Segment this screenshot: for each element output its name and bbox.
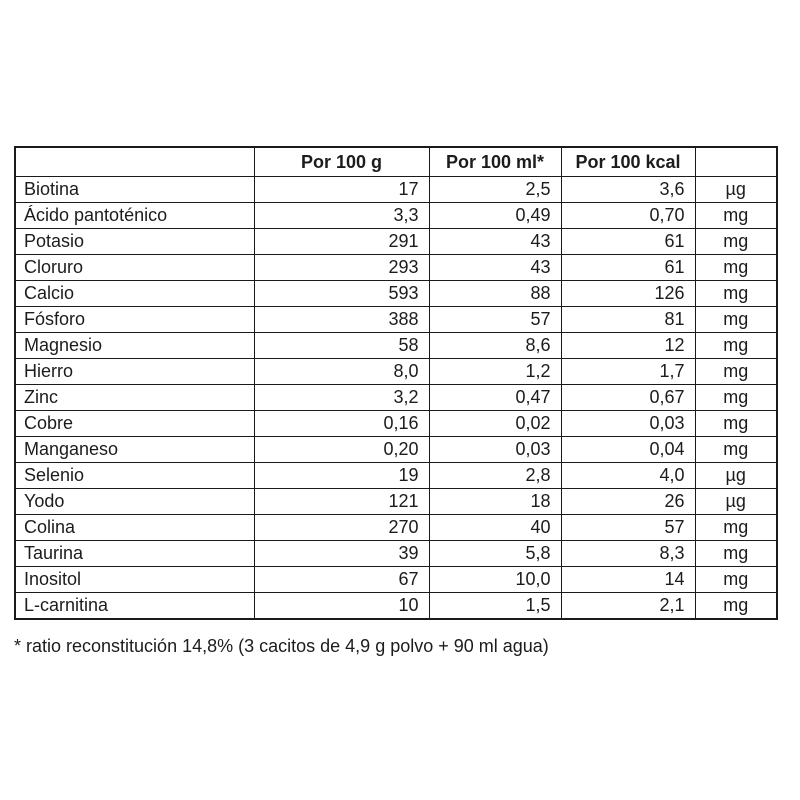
col-header-nutrient [15, 147, 254, 177]
table-row [15, 437, 777, 463]
value-per-100kcal: 0,67 [561, 385, 695, 411]
nutrition-table [14, 146, 778, 620]
value-per-100kcal: 0,70 [561, 203, 695, 229]
unit-label: mg [695, 593, 777, 620]
header-row [15, 147, 777, 177]
value-per-100g: 291 [254, 229, 429, 255]
table-row [15, 541, 777, 567]
value-per-100ml: 40 [429, 515, 561, 541]
value-per-100g: 10 [254, 593, 429, 620]
value-per-100g: 58 [254, 333, 429, 359]
value-per-100kcal: 12 [561, 333, 695, 359]
nutrient-label: Hierro [15, 359, 254, 385]
col-header-per-100g: Por 100 g [254, 147, 429, 177]
nutrient-label: Colina [15, 515, 254, 541]
value-per-100ml: 1,5 [429, 593, 561, 620]
value-per-100ml: 57 [429, 307, 561, 333]
table-row [15, 333, 777, 359]
unit-label: mg [695, 515, 777, 541]
value-per-100kcal: 61 [561, 255, 695, 281]
value-per-100ml: 5,8 [429, 541, 561, 567]
unit-label: µg [695, 177, 777, 203]
unit-label: mg [695, 385, 777, 411]
table-row [15, 515, 777, 541]
value-per-100ml: 43 [429, 255, 561, 281]
value-per-100g: 0,16 [254, 411, 429, 437]
table-row [15, 359, 777, 385]
table-row [15, 281, 777, 307]
value-per-100kcal: 3,6 [561, 177, 695, 203]
nutrient-label: Potasio [15, 229, 254, 255]
nutrient-label: L-carnitina [15, 593, 254, 620]
footnote: * ratio reconstitución 14,8% (3 cacitos de 4,9 g polvo + 90 ml agua) [14, 636, 549, 656]
value-per-100ml: 88 [429, 281, 561, 307]
value-per-100kcal: 61 [561, 229, 695, 255]
value-per-100g: 67 [254, 567, 429, 593]
nutrient-label: Calcio [15, 281, 254, 307]
value-per-100kcal: 0,03 [561, 411, 695, 437]
value-per-100g: 388 [254, 307, 429, 333]
nutrient-label: Biotina [15, 177, 254, 203]
table-row [15, 177, 777, 203]
table-row [15, 593, 777, 620]
value-per-100ml: 0,02 [429, 411, 561, 437]
value-per-100ml: 18 [429, 489, 561, 515]
unit-label: mg [695, 567, 777, 593]
table-row [15, 229, 777, 255]
nutrient-label: Yodo [15, 489, 254, 515]
unit-label: mg [695, 255, 777, 281]
table-row [15, 567, 777, 593]
value-per-100ml: 0,03 [429, 437, 561, 463]
nutrient-label: Zinc [15, 385, 254, 411]
value-per-100ml: 1,2 [429, 359, 561, 385]
value-per-100g: 121 [254, 489, 429, 515]
table-row [15, 307, 777, 333]
unit-label: mg [695, 229, 777, 255]
value-per-100kcal: 57 [561, 515, 695, 541]
nutrient-label: Selenio [15, 463, 254, 489]
unit-label: mg [695, 307, 777, 333]
nutrient-label: Inositol [15, 567, 254, 593]
value-per-100kcal: 4,0 [561, 463, 695, 489]
value-per-100g: 19 [254, 463, 429, 489]
nutrient-label: Taurina [15, 541, 254, 567]
nutrient-label: Cloruro [15, 255, 254, 281]
nutrient-label: Manganeso [15, 437, 254, 463]
value-per-100kcal: 14 [561, 567, 695, 593]
nutrient-label: Cobre [15, 411, 254, 437]
value-per-100g: 39 [254, 541, 429, 567]
value-per-100ml: 8,6 [429, 333, 561, 359]
value-per-100kcal: 81 [561, 307, 695, 333]
value-per-100g: 3,2 [254, 385, 429, 411]
col-header-per-100kcal: Por 100 kcal [561, 147, 695, 177]
value-per-100ml: 2,5 [429, 177, 561, 203]
table-row [15, 463, 777, 489]
table-row [15, 489, 777, 515]
value-per-100kcal: 0,04 [561, 437, 695, 463]
value-per-100g: 270 [254, 515, 429, 541]
value-per-100kcal: 1,7 [561, 359, 695, 385]
value-per-100kcal: 2,1 [561, 593, 695, 620]
table-body [15, 177, 777, 620]
value-per-100ml: 0,47 [429, 385, 561, 411]
value-per-100kcal: 8,3 [561, 541, 695, 567]
unit-label: mg [695, 359, 777, 385]
col-header-per-100ml: Por 100 ml* [429, 147, 561, 177]
value-per-100ml: 10,0 [429, 567, 561, 593]
value-per-100ml: 2,8 [429, 463, 561, 489]
table-row [15, 385, 777, 411]
unit-label: mg [695, 333, 777, 359]
value-per-100ml: 0,49 [429, 203, 561, 229]
value-per-100g: 293 [254, 255, 429, 281]
unit-label: mg [695, 281, 777, 307]
value-per-100ml: 43 [429, 229, 561, 255]
unit-label: µg [695, 489, 777, 515]
value-per-100g: 593 [254, 281, 429, 307]
col-header-unit [695, 147, 777, 177]
value-per-100g: 0,20 [254, 437, 429, 463]
nutrient-label: Ácido pantoténico [15, 203, 254, 229]
unit-label: mg [695, 203, 777, 229]
unit-label: µg [695, 463, 777, 489]
value-per-100g: 8,0 [254, 359, 429, 385]
unit-label: mg [695, 437, 777, 463]
value-per-100kcal: 126 [561, 281, 695, 307]
value-per-100g: 17 [254, 177, 429, 203]
table-row [15, 411, 777, 437]
nutrient-label: Magnesio [15, 333, 254, 359]
table-row [15, 203, 777, 229]
unit-label: mg [695, 541, 777, 567]
unit-label: mg [695, 411, 777, 437]
nutrient-label: Fósforo [15, 307, 254, 333]
value-per-100kcal: 26 [561, 489, 695, 515]
table-row [15, 255, 777, 281]
value-per-100g: 3,3 [254, 203, 429, 229]
